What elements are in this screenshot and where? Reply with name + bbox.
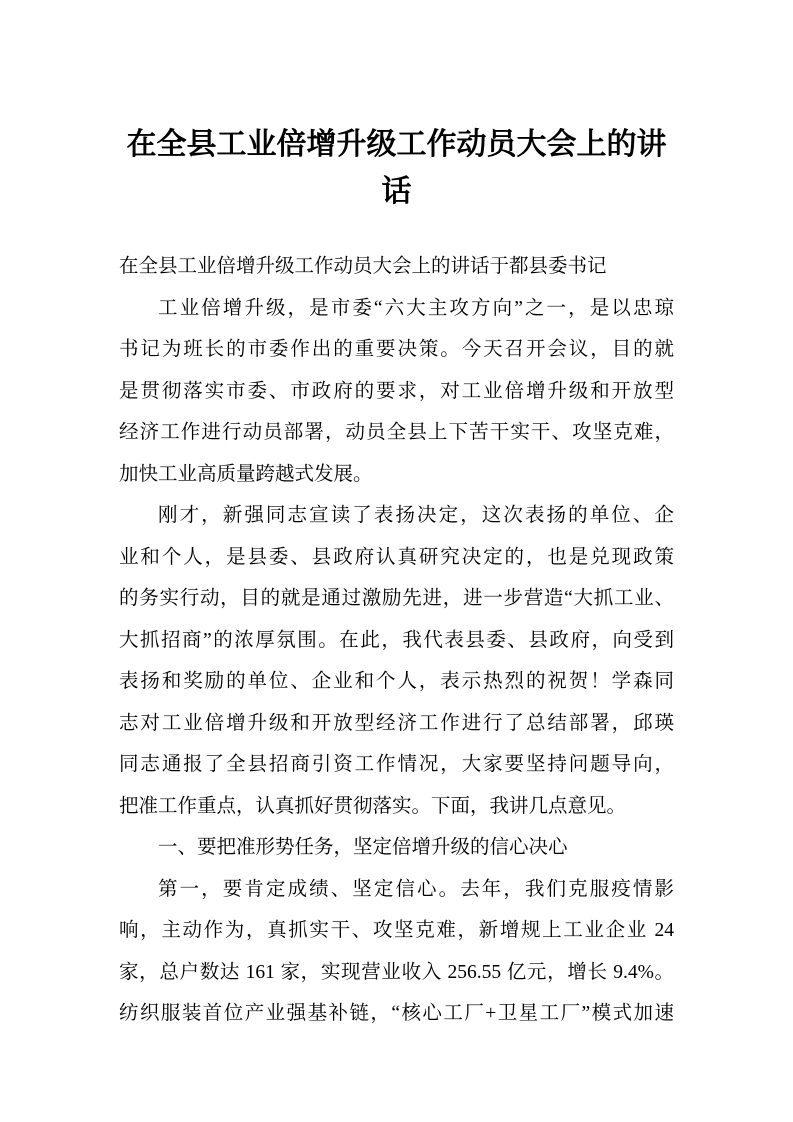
document-title <box>119 121 674 215</box>
text-line: 表扬和奖励的单位、企业和个人，表示热烈的祝贺！学森同 <box>119 671 674 692</box>
text-line: 加快工业高质量跨越式发展。 <box>119 463 373 485</box>
text-line: 经济工作进行动员部署，动员全县上下苦干实干、攻坚克难， <box>119 422 674 443</box>
text-line: 家，总户数达 161 家，实现营业收入 256.55 亿元，增长 9.4%。 <box>119 961 674 983</box>
text-line: 一、要把准形势任务，坚定倍增升级的信心决心 <box>158 837 568 858</box>
text-line: 把准工作重点，认真抓好贯彻落实。下面，我讲几点意见。 <box>119 795 627 817</box>
text-line: 是贯彻落实市委、市政府的要求，对工业倍增升级和开放型 <box>119 380 674 402</box>
text-line: 志对工业倍增升级和开放型经济工作进行了总结部署，邱瑛 <box>119 712 674 734</box>
text-line: 在全县工业倍增升级工作动员大会上的讲话于都县委书记 <box>119 256 607 277</box>
text-line: 业和个人，是县委、县政府认真研究决定的，也是兑现政策 <box>119 546 674 568</box>
document-title-line: 在全县工业倍增升级工作动员大会上的讲 <box>126 128 667 161</box>
document-title-line: 话 <box>381 175 412 208</box>
document-body <box>119 246 674 1035</box>
text-line: 的务实行动，目的就是通过激励先进，进一步营造“大抓工业、 <box>119 588 674 609</box>
text-line: 同志通报了全县招商引资工作情况，大家要坚持问题导向， <box>119 754 674 775</box>
text-line: 工业倍增升级，是市委“六大主攻方向”之一，是以忠琼 <box>158 297 674 319</box>
text-line: 刚才，新强同志宣读了表扬决定，这次表扬的单位、企 <box>158 505 674 526</box>
text-line: 第一，要肯定成绩、坚定信心。去年，我们克服疫情影 <box>158 878 674 900</box>
text-line: 响，主动作为，真抓实干、攻坚克难，新增规上工业企业 24 <box>119 920 674 941</box>
text-line: 大抓招商”的浓厚氛围。在此，我代表县委、县政府，向受到 <box>119 629 674 651</box>
text-line: 纺织服装首位产业强基补链，“核心工厂+卫星工厂”模式加速 <box>119 1003 674 1024</box>
text-line: 书记为班长的市委作出的重要决策。今天召开会议，目的就 <box>119 339 674 360</box>
